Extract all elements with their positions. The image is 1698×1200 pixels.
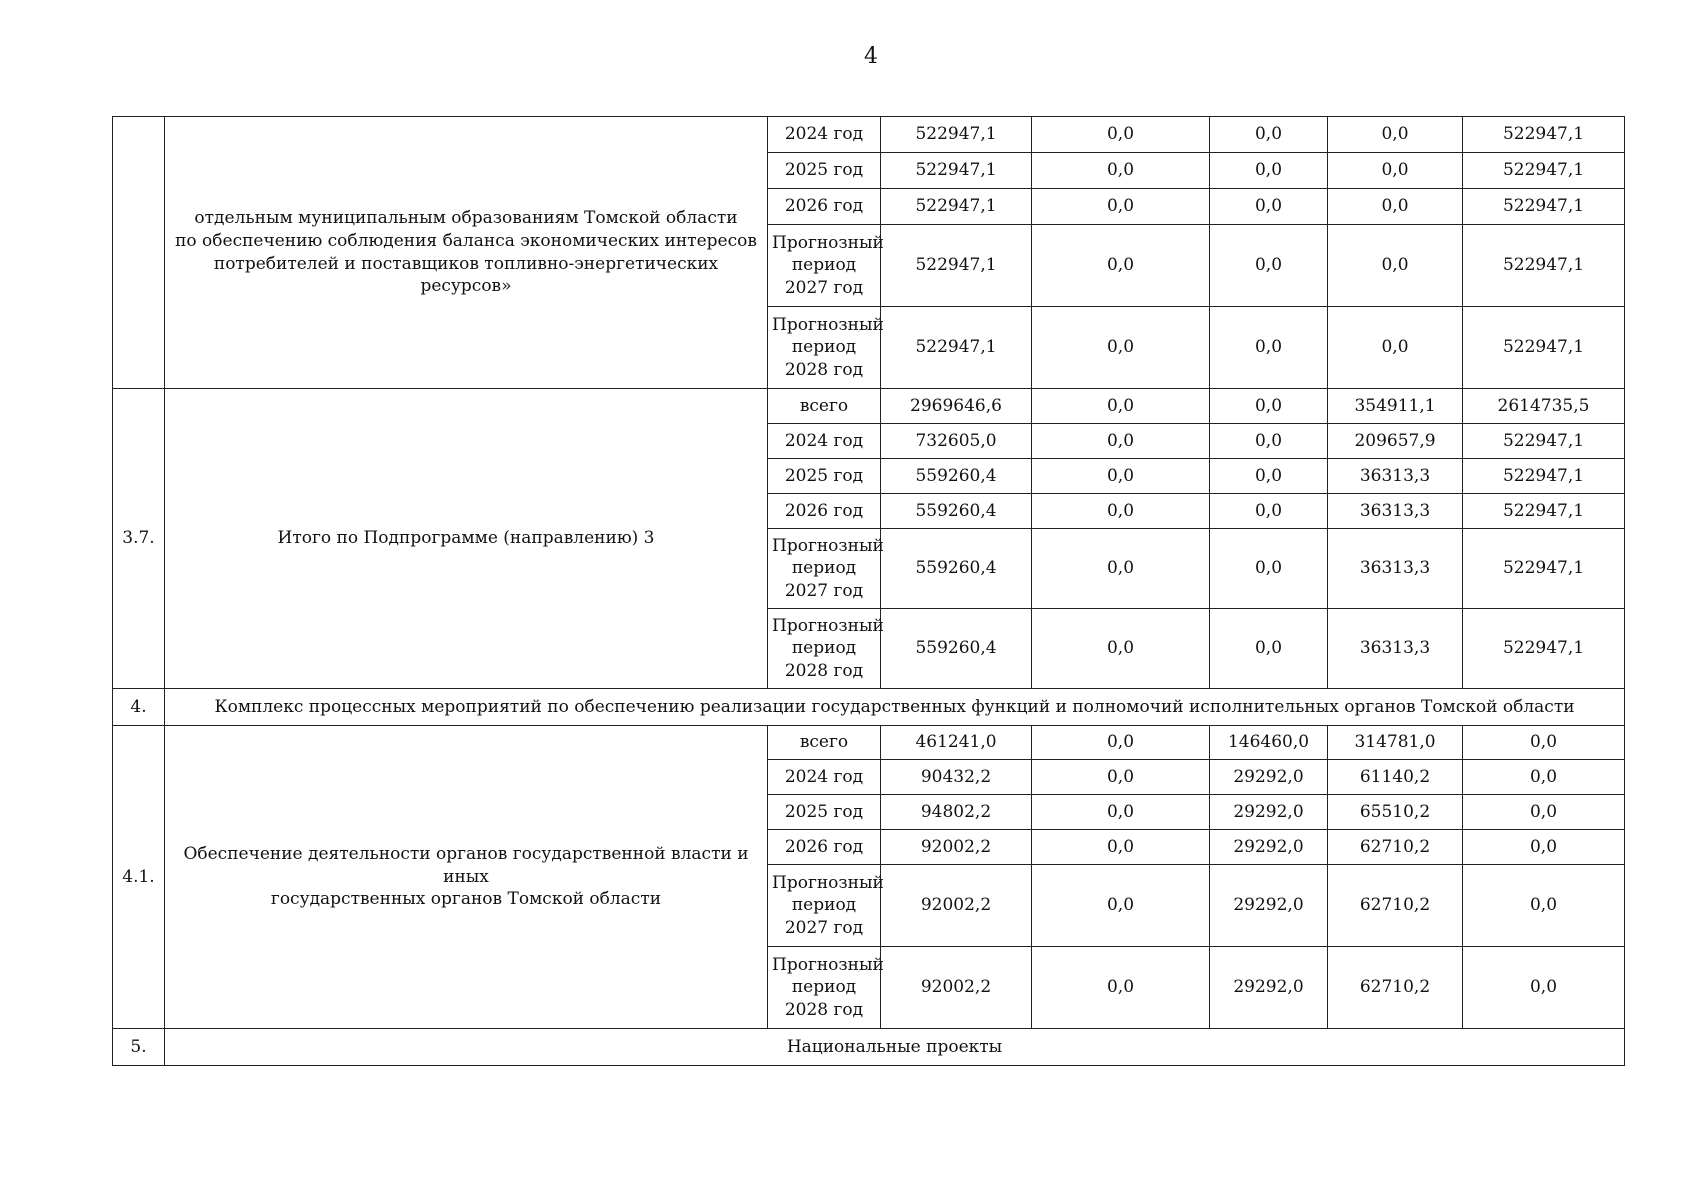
value-cell: 0,0: [1032, 424, 1210, 459]
value-cell: 94802,2: [881, 795, 1032, 830]
value-cell: 61140,2: [1328, 760, 1463, 795]
period-cell: Прогнозный период 2027 год: [768, 225, 881, 307]
value-cell: 92002,2: [881, 865, 1032, 947]
row-name: отдельным муниципальным образованиям Томской области по обеспечению соблюдения баланса экономических интересов потребителей и поставщиков топливно-энергетических ресурсов»: [165, 117, 768, 389]
value-cell: 0,0: [1032, 225, 1210, 307]
row-name: Итого по Подпрограмме (направлению) 3: [165, 389, 768, 689]
value-cell: 29292,0: [1210, 865, 1328, 947]
value-cell: 0,0: [1032, 189, 1210, 225]
value-cell: 0,0: [1032, 830, 1210, 865]
value-cell: 0,0: [1328, 307, 1463, 389]
value-cell: 559260,4: [881, 529, 1032, 609]
value-cell: 0,0: [1463, 795, 1625, 830]
value-cell: 0,0: [1032, 494, 1210, 529]
value-cell: 0,0: [1032, 609, 1210, 689]
period-cell: всего: [768, 389, 881, 424]
value-cell: 209657,9: [1328, 424, 1463, 459]
value-cell: 36313,3: [1328, 459, 1463, 494]
value-cell: 559260,4: [881, 609, 1032, 689]
section-row: [113, 1029, 1625, 1066]
value-cell: 36313,3: [1328, 609, 1463, 689]
value-cell: 0,0: [1032, 726, 1210, 760]
value-cell: 522947,1: [1463, 494, 1625, 529]
row-name: Обеспечение деятельности органов государственной власти и иных государственных органов Томской области: [165, 726, 768, 1029]
value-cell: 62710,2: [1328, 947, 1463, 1029]
period-cell: всего: [768, 726, 881, 760]
value-cell: 0,0: [1210, 459, 1328, 494]
period-cell: Прогнозный период 2027 год: [768, 529, 881, 609]
period-cell: Прогнозный период 2027 год: [768, 865, 881, 947]
value-cell: 0,0: [1032, 947, 1210, 1029]
value-cell: 0,0: [1328, 189, 1463, 225]
value-cell: 0,0: [1210, 307, 1328, 389]
period-cell: 2025 год: [768, 153, 881, 189]
period-cell: Прогнозный период 2028 год: [768, 307, 881, 389]
section-title: Национальные проекты: [165, 1029, 1625, 1066]
value-cell: 522947,1: [1463, 189, 1625, 225]
period-cell: 2024 год: [768, 117, 881, 153]
value-cell: 314781,0: [1328, 726, 1463, 760]
value-cell: 62710,2: [1328, 865, 1463, 947]
period-cell: 2024 год: [768, 424, 881, 459]
value-cell: 0,0: [1328, 117, 1463, 153]
period-cell: 2026 год: [768, 494, 881, 529]
value-cell: 29292,0: [1210, 830, 1328, 865]
value-cell: 0,0: [1032, 153, 1210, 189]
value-cell: 92002,2: [881, 830, 1032, 865]
value-cell: 0,0: [1210, 609, 1328, 689]
period-cell: Прогнозный период 2028 год: [768, 947, 881, 1029]
table-row: [113, 117, 1625, 153]
value-cell: 354911,1: [1328, 389, 1463, 424]
value-cell: 0,0: [1032, 865, 1210, 947]
value-cell: 0,0: [1210, 225, 1328, 307]
section-title: Комплекс процессных мероприятий по обеспечению реализации государственных функций и полномочий исполнительных органов Томской области: [165, 689, 1625, 726]
table-row: [113, 726, 1625, 760]
value-cell: 522947,1: [1463, 117, 1625, 153]
value-cell: 522947,1: [1463, 225, 1625, 307]
value-cell: 36313,3: [1328, 494, 1463, 529]
period-cell: 2025 год: [768, 459, 881, 494]
value-cell: 0,0: [1032, 529, 1210, 609]
value-cell: 522947,1: [881, 117, 1032, 153]
value-cell: 522947,1: [881, 189, 1032, 225]
value-cell: 0,0: [1032, 117, 1210, 153]
value-cell: 146460,0: [1210, 726, 1328, 760]
value-cell: 559260,4: [881, 494, 1032, 529]
value-cell: 461241,0: [881, 726, 1032, 760]
value-cell: 29292,0: [1210, 947, 1328, 1029]
value-cell: 29292,0: [1210, 760, 1328, 795]
value-cell: 522947,1: [881, 153, 1032, 189]
section-row: [113, 689, 1625, 726]
value-cell: 0,0: [1210, 189, 1328, 225]
value-cell: 0,0: [1328, 153, 1463, 189]
row-number: 3.7.: [113, 389, 165, 689]
value-cell: 92002,2: [881, 947, 1032, 1029]
period-cell: 2026 год: [768, 830, 881, 865]
value-cell: 0,0: [1463, 760, 1625, 795]
value-cell: 522947,1: [1463, 609, 1625, 689]
value-cell: 0,0: [1032, 307, 1210, 389]
period-cell: 2026 год: [768, 189, 881, 225]
value-cell: 0,0: [1328, 225, 1463, 307]
value-cell: 522947,1: [1463, 153, 1625, 189]
value-cell: 36313,3: [1328, 529, 1463, 609]
value-cell: 0,0: [1032, 389, 1210, 424]
value-cell: 0,0: [1032, 459, 1210, 494]
period-cell: 2024 год: [768, 760, 881, 795]
value-cell: 732605,0: [881, 424, 1032, 459]
value-cell: 522947,1: [1463, 459, 1625, 494]
value-cell: 0,0: [1210, 153, 1328, 189]
value-cell: 90432,2: [881, 760, 1032, 795]
value-cell: 62710,2: [1328, 830, 1463, 865]
row-number: 5.: [113, 1029, 165, 1066]
value-cell: 29292,0: [1210, 795, 1328, 830]
value-cell: 522947,1: [1463, 307, 1625, 389]
row-number: 4.1.: [113, 726, 165, 1029]
value-cell: 0,0: [1463, 947, 1625, 1029]
value-cell: 559260,4: [881, 459, 1032, 494]
value-cell: 0,0: [1210, 389, 1328, 424]
value-cell: 0,0: [1210, 494, 1328, 529]
value-cell: 522947,1: [1463, 529, 1625, 609]
row-number: [113, 117, 165, 389]
value-cell: 522947,1: [1463, 424, 1625, 459]
value-cell: 0,0: [1210, 424, 1328, 459]
period-cell: Прогнозный период 2028 год: [768, 609, 881, 689]
value-cell: 0,0: [1463, 830, 1625, 865]
value-cell: 0,0: [1032, 795, 1210, 830]
value-cell: 522947,1: [881, 225, 1032, 307]
row-number: 4.: [113, 689, 165, 726]
value-cell: 2614735,5: [1463, 389, 1625, 424]
value-cell: 2969646,6: [881, 389, 1032, 424]
value-cell: 0,0: [1463, 865, 1625, 947]
period-cell: 2025 год: [768, 795, 881, 830]
table-row: [113, 389, 1625, 424]
budget-table: [112, 116, 1625, 1066]
value-cell: 65510,2: [1328, 795, 1463, 830]
value-cell: 522947,1: [881, 307, 1032, 389]
page-number: 4: [864, 44, 878, 69]
value-cell: 0,0: [1032, 760, 1210, 795]
value-cell: 0,0: [1210, 117, 1328, 153]
value-cell: 0,0: [1210, 529, 1328, 609]
value-cell: 0,0: [1463, 726, 1625, 760]
